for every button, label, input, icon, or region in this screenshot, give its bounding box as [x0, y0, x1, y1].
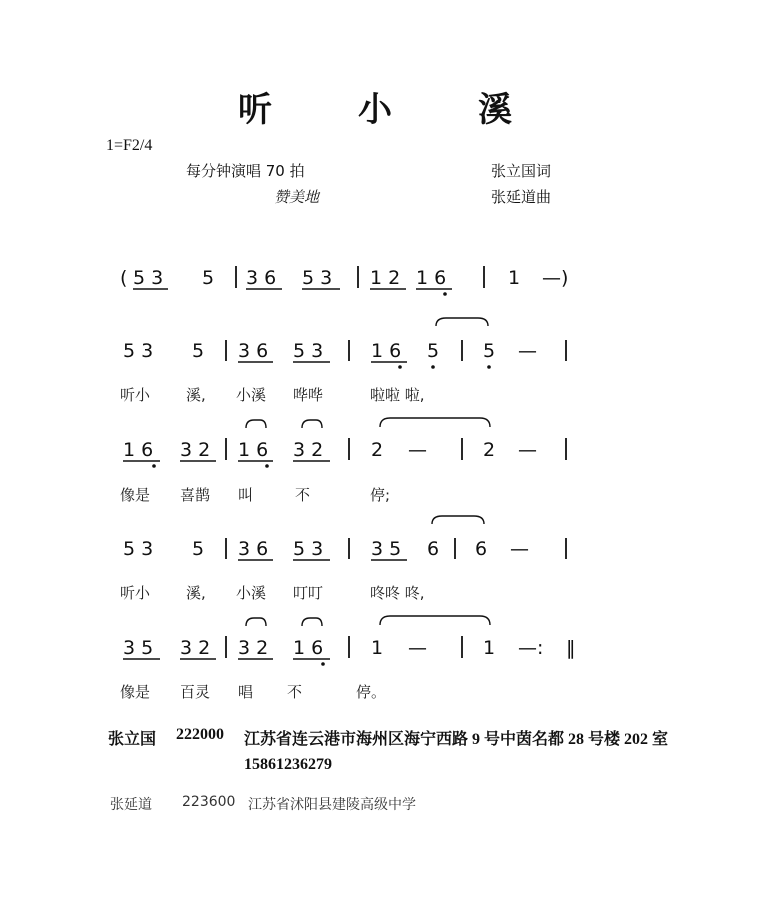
note-group: — — [408, 439, 427, 461]
lyric: 小溪 — [236, 386, 267, 404]
note-group: 3 2 — [293, 439, 324, 461]
tie-slur — [302, 618, 322, 626]
note-group: 6 — [475, 538, 488, 560]
lyric: 喜鹊 — [180, 486, 211, 504]
note-group: 5 3 — [293, 538, 324, 560]
note-group: — — [408, 637, 427, 659]
contact-address-1: 江苏省连云港市海州区海宁西路 9 号中茵名都 28 号楼 202 室 — [244, 731, 669, 748]
note-group: 5 3 — [302, 267, 333, 289]
note-group: — — [518, 439, 537, 461]
note-group: 3 5 — [123, 637, 154, 659]
contact-zip-2: 223600 — [182, 794, 236, 810]
score-line-1 — [120, 318, 566, 404]
tempo-marking: 每分钟演唱 70 拍 — [186, 162, 305, 180]
lyric: 不 — [287, 683, 303, 701]
lyric: 哗哗 — [293, 386, 324, 404]
score-line-2 — [120, 418, 566, 504]
contact-zip-1: 222000 — [176, 726, 224, 743]
note-group: 5 — [483, 340, 496, 362]
lyric: 不 — [295, 486, 311, 504]
expression-marking: 赞美地 — [274, 188, 320, 206]
note-group: —) — [542, 267, 569, 289]
tie-slur — [302, 420, 322, 428]
tie-slur — [246, 420, 266, 428]
note-group: 3 2 — [180, 439, 211, 461]
lyric: 听小 — [120, 386, 151, 404]
note-group: 5 — [427, 340, 440, 362]
contact-name-1: 张立国 — [108, 731, 157, 748]
composer-credit: 张延道曲 — [491, 188, 552, 206]
lyric: 唱 — [238, 683, 254, 701]
lyric: 百灵 — [180, 683, 211, 701]
lyric: 像是 — [120, 486, 151, 504]
note-group: 5 3 — [123, 340, 154, 362]
song-title: 听 小 溪 — [238, 90, 538, 130]
note-group: — — [518, 340, 537, 362]
note-group: 1 6 — [238, 439, 269, 461]
lyric: 咚咚 咚, — [370, 584, 425, 602]
intro-paren: ( — [120, 267, 128, 289]
contact-address-2: 江苏省沭阳县建陵高级中学 — [248, 797, 416, 813]
tie-slur — [380, 418, 490, 427]
tie-slur — [436, 318, 488, 326]
lyric: 听小 — [120, 584, 151, 602]
note-group: 3 2 — [180, 637, 211, 659]
lyric: 停; — [370, 486, 391, 504]
note-group: — — [510, 538, 529, 560]
note-group: 6 — [427, 538, 440, 560]
note-group: 3 5 — [371, 538, 402, 560]
lyric: 叮叮 — [293, 584, 324, 602]
note-group: 3 2 — [238, 637, 269, 659]
lyric: 像是 — [120, 683, 151, 701]
tie-slur — [432, 516, 484, 524]
note-group: 5 3 — [123, 538, 154, 560]
note-group: —: — [518, 637, 544, 659]
lyric: 停。 — [356, 683, 387, 701]
note-group: 1 6 — [123, 439, 154, 461]
note-group: 1 — [483, 637, 496, 659]
lyric: 小溪 — [236, 584, 267, 602]
note-group: 1 — [371, 637, 384, 659]
tie-slur — [246, 618, 266, 626]
note-group: 2 — [371, 439, 384, 461]
contact-name-2: 张延道 — [110, 797, 152, 813]
tie-slur — [380, 616, 490, 625]
note-group: 5 3 — [133, 267, 164, 289]
lyric: 啦啦 啦, — [370, 386, 425, 404]
note-group: 5 — [192, 538, 205, 560]
note-group: 1 2 — [370, 267, 401, 289]
note-group: 1 — [508, 267, 521, 289]
lyric: 溪, — [186, 386, 206, 404]
score-line-3 — [120, 516, 566, 602]
note-group: 3 6 — [238, 340, 269, 362]
lyric: 溪, — [186, 584, 206, 602]
note-group: 1 6 — [293, 637, 324, 659]
note-group: 1 6 — [416, 267, 447, 289]
note-group: 5 3 — [293, 340, 324, 362]
lyric: 叫 — [238, 486, 254, 504]
note-group: 3 6 — [238, 538, 269, 560]
score-line-intro — [120, 266, 568, 296]
note-group: 1 6 — [371, 340, 402, 362]
key-signature: 1=F2/4 — [106, 137, 153, 154]
lyricist-credit: 张立国词 — [491, 162, 552, 180]
note-group: 5 — [192, 340, 205, 362]
contact-phone-1: 15861236279 — [244, 756, 332, 773]
note-group: 5 — [202, 267, 215, 289]
repeat-end-barline: ‖ — [566, 637, 576, 659]
note-group: 3 6 — [246, 267, 277, 289]
score-line-4 — [120, 616, 576, 701]
note-group: 2 — [483, 439, 496, 461]
